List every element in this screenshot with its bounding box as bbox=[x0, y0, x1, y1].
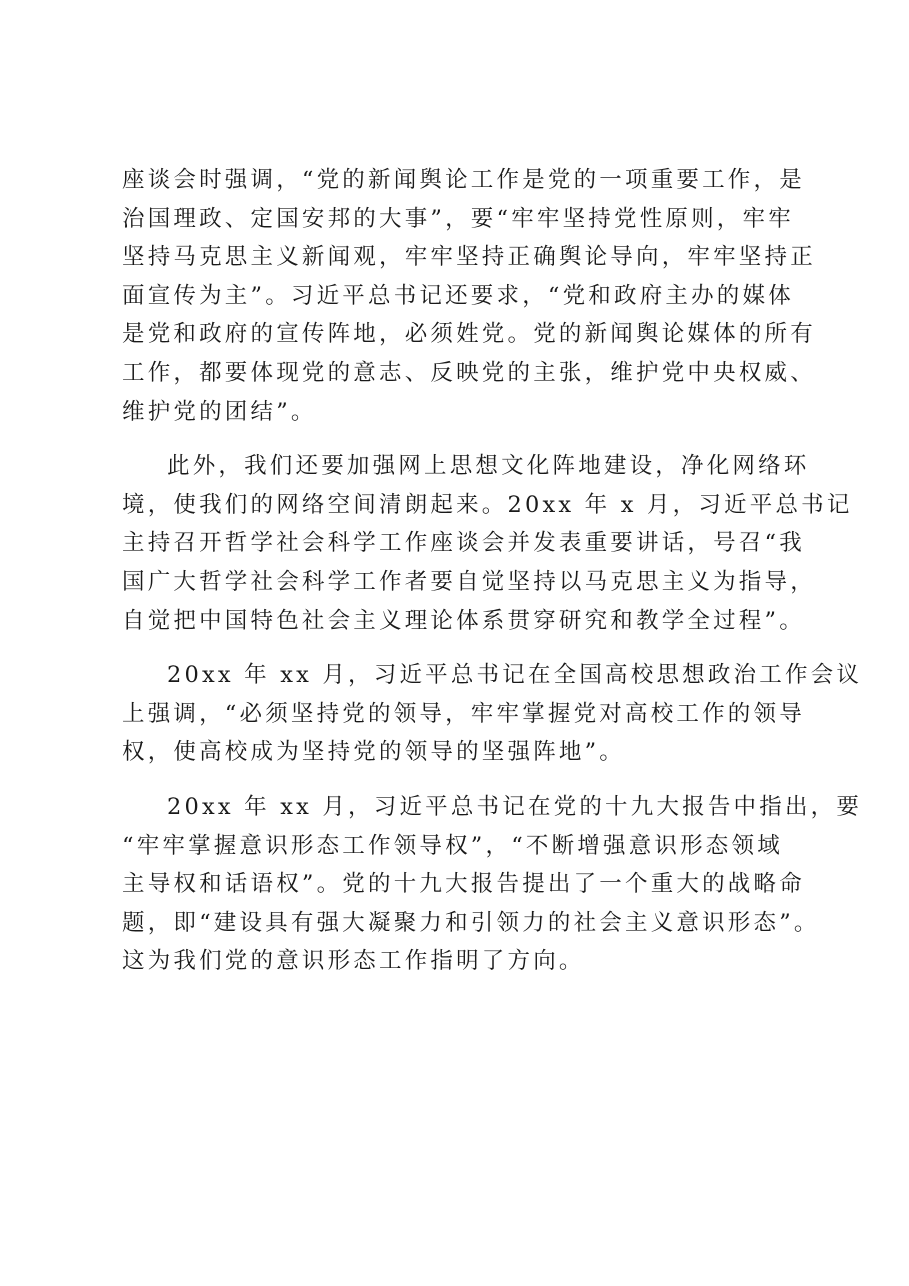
text-line: 20xx 年 xx 月，习近平总书记在党的十九大报告中指出，要 bbox=[167, 793, 863, 820]
paragraph-1 bbox=[122, 161, 816, 431]
text-line: 面宣传为主”。习近平总书记还要求，“党和政府主办的媒体 bbox=[122, 282, 794, 309]
text-line: 自觉把中国特色社会主义理论体系贯穿研究和教学全过程”。 bbox=[122, 607, 805, 634]
text-line: 境，使我们的网络空间清朗起来。20xx 年 x 月，习近平总书记 bbox=[122, 491, 853, 518]
text-line: 维护党的团结”。 bbox=[122, 398, 317, 425]
text-line: “牢牢掌握意识形态工作领导权”，“不断增强意识形态领域 bbox=[122, 832, 783, 859]
paragraph-4 bbox=[122, 788, 863, 981]
paragraph-2 bbox=[122, 447, 853, 640]
text-line: 题，即“建设具有强大凝聚力和引领力的社会主义意识形态”。 bbox=[122, 909, 820, 936]
text-line: 国广大哲学社会科学工作者要自觉坚持以马克思主义为指导， bbox=[122, 568, 816, 595]
text-line: 主持召开哲学社会科学工作座谈会并发表重要讲话，号召“我 bbox=[122, 530, 805, 557]
text-line: 座谈会时强调，“党的新闻舆论工作是党的一项重要工作，是 bbox=[122, 167, 805, 193]
text-line: 这为我们党的意识形态工作指明了方向。 bbox=[122, 948, 585, 975]
text-line: 主导权和话语权”。党的十九大报告提出了一个重大的战略命 bbox=[122, 871, 805, 898]
text-line: 此外，我们还要加强网上思想文化阵地建设，净化网络环 bbox=[167, 453, 810, 480]
text-line: 治国理政、定国安邦的大事”，要“牢牢坚持党性原则，牢牢 bbox=[122, 205, 794, 232]
document-body bbox=[122, 161, 863, 997]
text-line: 是党和政府的宣传阵地，必须姓党。党的新闻舆论媒体的所有 bbox=[122, 321, 816, 348]
text-line: 上强调，“必须坚持党的领导，牢牢掌握党对高校工作的领导 bbox=[122, 700, 805, 727]
text-line: 权，使高校成为坚持党的领导的坚强阵地”。 bbox=[122, 739, 626, 766]
text-line: 坚持马克思主义新闻观，牢牢坚持正确舆论导向，牢牢坚持正 bbox=[122, 244, 816, 271]
text-line: 20xx 年 xx 月，习近平总书记在全国高校思想政治工作会议 bbox=[167, 662, 863, 689]
paragraph-3 bbox=[122, 656, 863, 772]
text-line: 工作，都要体现党的意志、反映党的主张，维护党中央权威、 bbox=[122, 359, 816, 386]
